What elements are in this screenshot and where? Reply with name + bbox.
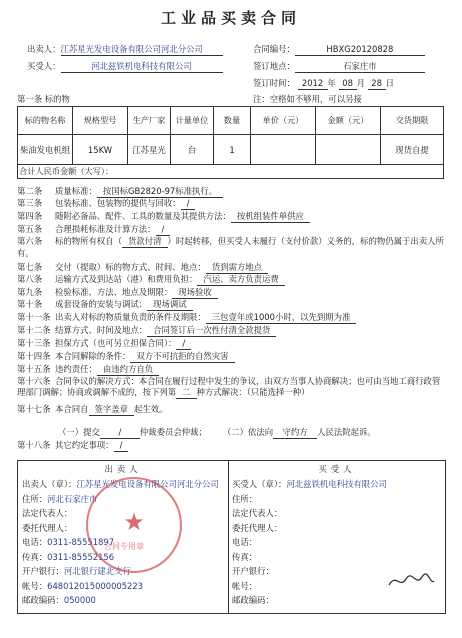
clause-text: 本合同解除的条件： [55, 351, 131, 361]
clause1-title: 第一条 标的物 [17, 94, 70, 104]
sign-place: 石家庄市 [295, 61, 425, 73]
clause-fill: / [176, 338, 191, 350]
clause-text: 随附必备品、配件、工具的数量及其提供方法： [55, 211, 231, 221]
buyer-signature [386, 571, 436, 591]
clause-fill: 按国标GB2820-97标准执行。 [97, 186, 223, 198]
clause-fill: 现场验收 [172, 287, 218, 299]
clause-fill: 签字盖章 [89, 404, 135, 416]
clause-fill: 二 [176, 387, 196, 399]
clause-text: 合同争议的解决方式：本合同在履行过程中发生的争议，由双方当事人协商解决；也可由当地工商行政管理部门调解；协商或调解不成的，按下列第 [17, 376, 441, 397]
buyer-line: 买受人： 河北兹铁机电科技有限公司 [27, 61, 223, 73]
clause-12 [17, 325, 276, 337]
seller-field-fax: 传真：0311-85552156 [22, 551, 115, 562]
clause-number: 第九条 [17, 287, 43, 297]
company-seal: ★ 合同专用章 [86, 477, 182, 573]
clause-number: 第十六条 [17, 376, 51, 386]
clause-text: 结算方式、时间及地点： [55, 325, 148, 335]
clause-number: 第十二条 [17, 325, 51, 335]
sign-time-line: 签订时间： 2012 年 08 月 28 日 [253, 78, 395, 88]
clause-text: 包装标准、包装物的提供与回收： [55, 198, 181, 208]
clause-tail: 种方式解决：（只能选择一种） [196, 387, 310, 397]
clause-4 [17, 211, 310, 223]
clause-13 [17, 338, 191, 350]
seal-star-icon: ★ [123, 508, 145, 536]
clause-fill: 现场调试 [147, 299, 193, 311]
clause-fill: 货款付清 [122, 236, 168, 248]
clause-fill: / [181, 198, 196, 210]
clause-number: 第十七条 [17, 404, 51, 414]
total-row: 合计人民币金额（大写）： [18, 165, 444, 179]
clause-tail: ）时起转移，但买受人未履行（支付价款）义务的，标的物仍属于出卖人所有。 [17, 236, 444, 258]
clause-text: 其它约定事项： [55, 440, 114, 450]
clause-18 [17, 440, 128, 452]
clause-number: 第十三条 [17, 338, 51, 348]
seller-field-address: 住所：河北石家庄市 [22, 493, 98, 504]
seller-field-postcode: 邮政编码：050000 [22, 595, 96, 605]
clause-6 [17, 236, 444, 259]
clause-14 [17, 351, 235, 363]
dispute-options: （一）提交 / 仲裁委员会仲裁； （二）依法向 守约方 人民法院起诉。 [58, 427, 376, 437]
clause-tail: 起生效。 [134, 404, 168, 414]
clause-9 [17, 287, 218, 299]
buyer-field-name: 买受人（章）：河北兹铁机电科技有限公司 [232, 479, 387, 489]
seller-field-bank: 开户银行：河北银行建北支行 [22, 566, 131, 576]
clause-number: 第七条 [17, 262, 43, 272]
contract-title: 工业品买卖合同 [160, 9, 301, 27]
clause-fill: 货到需方地点 [206, 262, 268, 274]
clause-text: 出卖人对标的物质量负责的条件及期限： [55, 312, 206, 322]
clause-number: 第十八条 [17, 440, 51, 450]
clause-text: 成套设备的安装与调试： [55, 299, 148, 309]
seller-field-legal: 法定代表人： [22, 508, 73, 518]
clause-number: 第十一条 [17, 312, 51, 322]
buyer-field-address: 住所： [232, 493, 258, 504]
clause-15 [17, 364, 159, 376]
buyer-field-bank: 开户银行： [232, 566, 274, 576]
clause-fill: 汽运、卖方负责运费 [197, 274, 284, 286]
clause-10 [17, 299, 193, 311]
contract-no: HBXG20120828 [295, 44, 425, 56]
clause-17 [17, 404, 168, 416]
clause-text: 合理损耗标准及计算方法： [55, 224, 156, 234]
clause-number: 第二条 [17, 186, 43, 196]
clause-fill: 三包壹年或1000小时，以先到期为准 [206, 312, 357, 324]
buyer-field-legal: 法定代表人： [232, 508, 283, 518]
clause-7 [17, 262, 268, 274]
seller-line: 出卖人：江苏星光发电设备有限公司河北分公司 [27, 44, 223, 56]
note: 注：空格如不够用，可以另接 [253, 94, 362, 104]
seller-block-heading: 出卖人 [104, 464, 142, 474]
clause-text: 运输方式及到达站（港）和费用负担： [55, 274, 198, 284]
clause-text: 本合同自 [55, 404, 89, 414]
clause-3 [17, 198, 195, 210]
clause-number: 第十五条 [17, 364, 51, 374]
buyer-field-postcode: 邮政编码： [232, 595, 274, 605]
clause-text: 质量标准： [55, 186, 97, 196]
clause-text: 标的物所有权自（ [55, 236, 122, 246]
seller-field-account: 帐号：648012015000005223 [22, 580, 144, 591]
clause-8 [17, 274, 285, 286]
buyer-field-agent: 委托代理人： [232, 522, 283, 533]
clause-text: 担保方式（也可另立担保合同）： [55, 338, 177, 348]
seller-field-phone: 电话：0311-85551897 [22, 537, 115, 547]
clause-fill: 双方不可抗拒的自然灾害 [130, 351, 234, 363]
clause-number: 第四条 [17, 211, 43, 221]
buyer-name: 河北兹铁机电科技有限公司 [61, 61, 223, 73]
clause-fill: 合同签订后一次性付清全款提货 [147, 325, 276, 337]
clause-text: 检验标准、方法、地点及期限： [55, 287, 173, 297]
clause-number: 第三条 [17, 198, 43, 208]
buyer-field-account: 帐号： [232, 580, 258, 591]
clause-number: 第六条 [17, 236, 43, 246]
table-row: 柴油发电机组 15KW 江苏星光 台 1 现货自提 [18, 135, 444, 165]
clause-fill: 按机组装件单供应 [231, 211, 310, 223]
clause-5 [17, 224, 170, 236]
clause-text: 违约责任： [55, 364, 97, 374]
seller-field-name: 出卖人（章）：江苏星光发电设备有限公司河北分公司 [22, 479, 219, 489]
clause-11 [17, 312, 356, 324]
sign-place-line: 签订地点： 石家庄市 [253, 61, 425, 73]
clause-text: 交付（提取）标的物方式、时间、地点： [55, 262, 206, 272]
clause-number: 第十四条 [17, 351, 51, 361]
goods-table-header: 标的物名称 规格型号 生产厂家 计量单位 数量 单价（元） 金额（元） 交货期限 [18, 107, 444, 135]
clause-fill: / [156, 224, 171, 236]
seller-field-agent: 委托代理人： [22, 522, 73, 533]
seller-name: 江苏星光发电设备有限公司河北分公司 [61, 44, 223, 56]
clause-16 [17, 376, 444, 399]
clause-fill: / [114, 440, 129, 452]
clause-fill: 由违约方自负 [97, 364, 159, 376]
goods-table [17, 106, 444, 179]
clause-2 [17, 186, 223, 198]
contract-no-line: 合同编号： HBXG20120828 [253, 44, 425, 56]
buyer-field-phone: 电话： [232, 537, 258, 547]
signature-section [17, 460, 446, 614]
buyer-field-fax: 传真： [232, 551, 258, 562]
clause-number: 第五条 [17, 224, 43, 234]
buyer-block-heading: 买受人 [318, 464, 356, 474]
divider [228, 461, 229, 613]
clause-number: 第十条 [17, 299, 43, 309]
clause-number: 第八条 [17, 274, 43, 284]
